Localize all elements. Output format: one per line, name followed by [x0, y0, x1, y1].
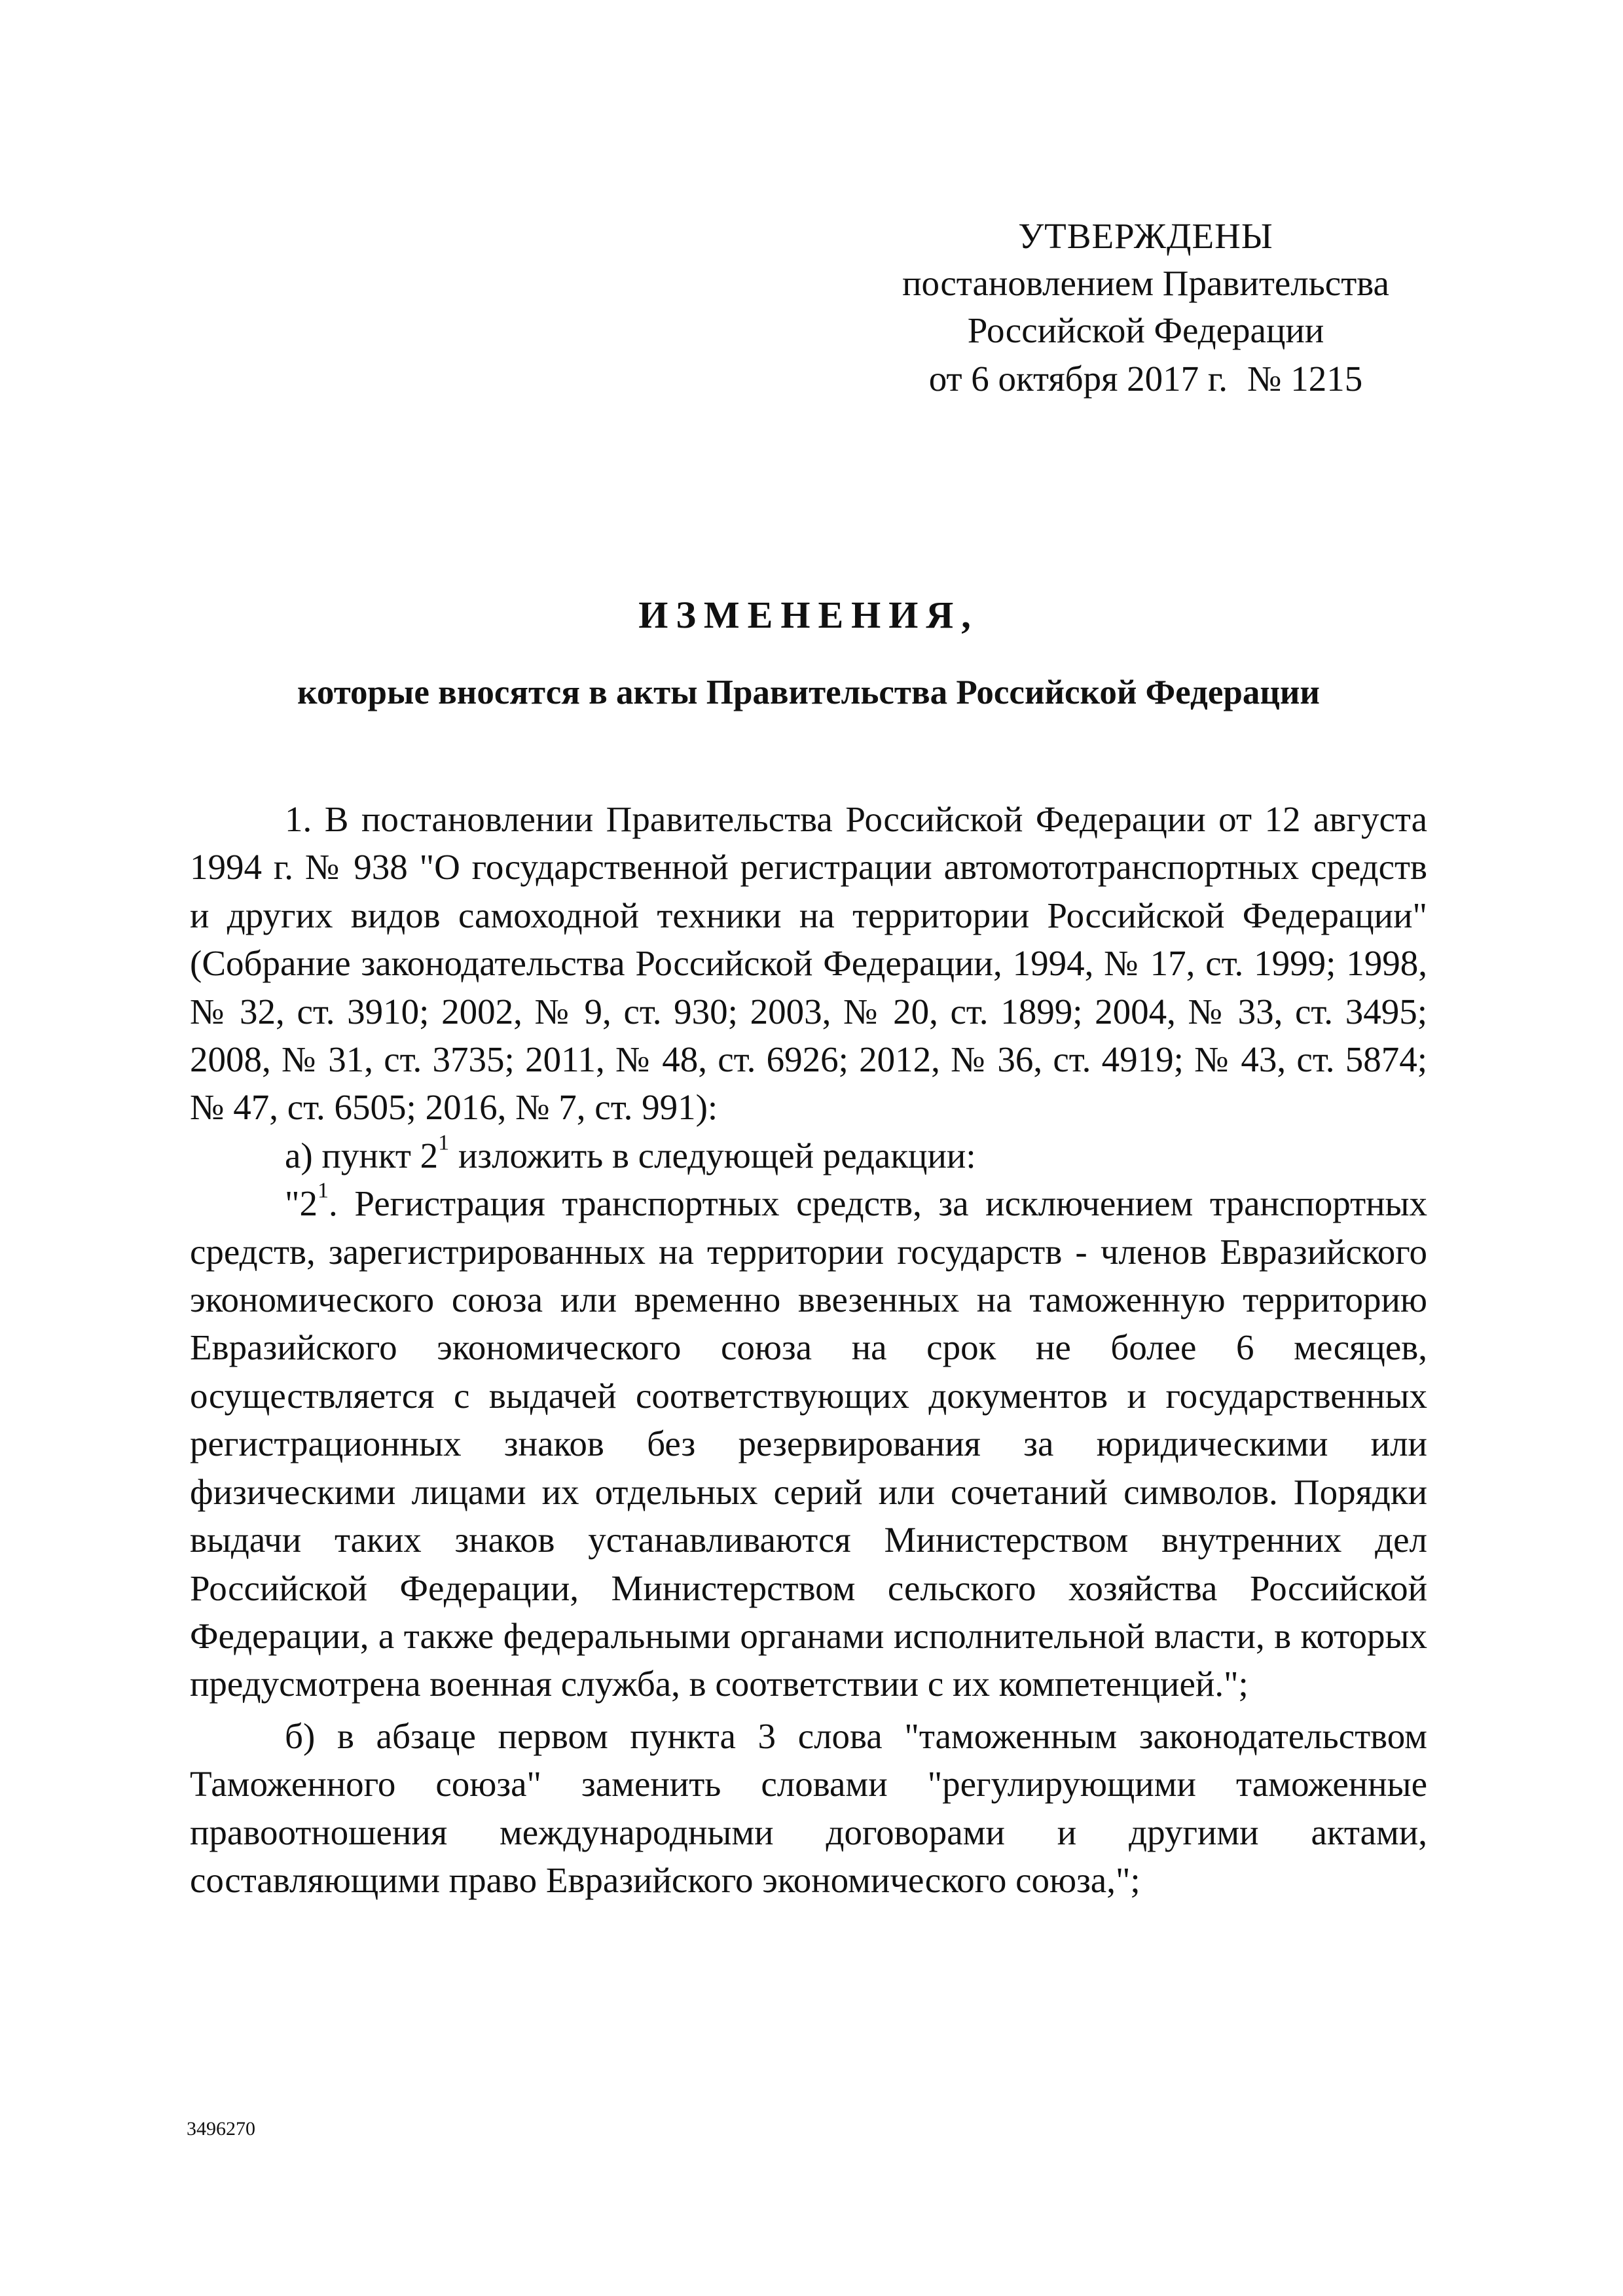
approval-title: УТВЕРЖДЕНЫ — [1018, 216, 1273, 256]
paragraph-1: 1. В постановлении Правительства Российской Федерации от 12 августа 1994 г. № 938 "О государственной регистрации автомототранспортных средств и других видов самоходной техники на территории Российской Федерации" (Собрание законодательства Российской Федерации, 1994, № 17, ст. 1999; 1998, № 32, ст. 3910; 2002, № 9, ст. 930; 2003, № 20, ст. 1899; 2004, № 33, ст. 3495; 2008, № 31, ст. 3735; 2011, № 48, ст. 6926; 2012, № 36, ст. 4919; № 43, ст. 5874; № 47, ст. 6505; 2016, № 7, ст. 991): — [190, 799, 1427, 1128]
document-subtitle: которые вносятся в акты Правительства Российской Федерации — [297, 673, 1320, 711]
document-body — [190, 795, 1427, 1904]
paragraph-4: б) в абзаце первом пункта 3 слова "таможенным законодательством Таможенного союза" заменить словами "регулирующими таможенные правоотношения международными договорами и другими актами, составляющими право Евразийского экономического союза,"; — [190, 1715, 1427, 1900]
paragraph-3-text-start: "2 — [285, 1183, 318, 1224]
superscript: 1 — [317, 1178, 329, 1203]
paragraph-2 — [190, 1132, 1427, 1179]
approval-date: от 6 октября 2017 г. — [928, 359, 1228, 399]
paragraph-3-text-end: . Регистрация транспортных средств, за исключением транспортных средств, зарегистрированных на территории государств - членов Евразийского экономического союза или временно ввезенных на таможенную территорию Евразийского экономического союза на срок не более 6 месяцев, осуществляется с выдачей соответствующих документов и государственных регистрационных знаков без резервирования за юридическими или физическими лицами их отдельных серий или сочетаний символов. Порядки выдачи таких знаков устанавливаются Министерством внутренних дел Российской Федерации, Министерством сельского хозяйства Российской Федерации, а также федеральными органами исполнительной власти, в которых предусмотрена военная служба, в соответствии с их компетенцией."; — [190, 1183, 1427, 1704]
approval-stamp — [851, 213, 1440, 403]
superscript: 1 — [438, 1130, 450, 1155]
document-title: ИЗМЕНЕНИЯ, — [638, 594, 979, 636]
approval-date-line — [851, 355, 1440, 403]
approval-number: № 1215 — [1247, 359, 1363, 399]
document-code: 3496270 — [187, 2118, 255, 2140]
document-heading — [190, 589, 1427, 719]
paragraph-2-text-end: изложить в следующей редакции: — [449, 1135, 976, 1175]
paragraph-2-text-start: а) пункт 2 — [285, 1135, 439, 1175]
paragraph-3 — [190, 1179, 1427, 1708]
approval-line-2: Российской Федерации — [967, 310, 1324, 350]
approval-line-1: постановлением Правительства — [902, 263, 1389, 303]
